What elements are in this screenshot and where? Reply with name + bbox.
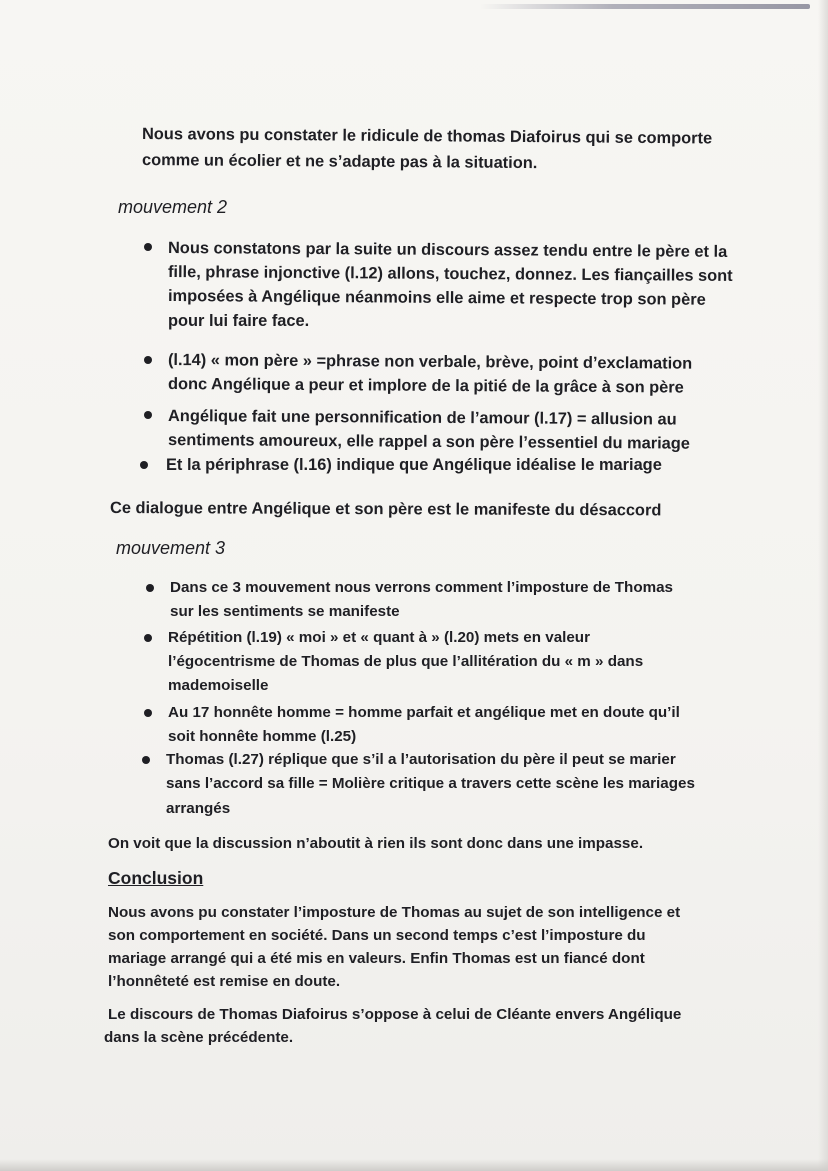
mv3-bullet-2-line-2: l’égocentrisme de Thomas de plus que l’allitération du « m » dans (168, 653, 644, 670)
conclusion-p2-line-1: Le discours de Thomas Diafoirus s’oppose à celui de Cléante envers Angélique (108, 1006, 682, 1023)
mv3-bullet-3-line-1: Au 17 honnête homme = homme parfait et angélique met en doute qu’il (168, 704, 680, 721)
mv3-bullet-1-line-2: sur les sentiments se manifeste (170, 603, 400, 620)
mv2-bullet-3-line-1: Angélique fait une personnification de l’amour (l.17) = allusion au (167, 407, 677, 429)
mv3-bullet-4-line-3: arrangés (166, 800, 231, 817)
mv3-bullet-2-line-3: mademoiselle (168, 677, 269, 694)
mv3-bullet-4-line-1: Thomas (l.27) réplique que s’il a l’autorisation du père il peut se marier (166, 751, 676, 768)
mv2-bullet-1-line-1: Nous constatons par la suite un discours assez tendu entre le père et la (167, 239, 728, 261)
bullet-dot (144, 411, 152, 419)
bullet-dot (142, 756, 150, 764)
mv2-bullet-2-line-1: (l.14) « mon père » =phrase non verbale, brève, point d’exclamation (167, 351, 693, 373)
scan-edge-bottom (0, 1159, 828, 1171)
bullet-dot (144, 243, 152, 251)
conclusion-p1-line-2: son comportement en société. Dans un second temps c’est l’imposture du (108, 927, 646, 944)
intro-line-1: Nous avons pu constater le ridicule de thomas Diafoirus qui se comporte (141, 125, 713, 148)
mv2-bullet-4-line-1: Et la périphrase (l.16) indique que Angélique idéalise le mariage (166, 456, 662, 474)
bullet-dot (144, 356, 152, 364)
mouvement-3-heading: mouvement 3 (116, 538, 226, 558)
mv3-bullet-1-line-1: Dans ce 3 mouvement nous verrons comment l’imposture de Thomas (170, 579, 674, 596)
mv3-bullet-2-line-1: Répétition (l.19) « moi » et « quant à » (l.20) mets en valeur (168, 629, 590, 646)
conclusion-p1-line-1: Nous avons pu constater l’imposture de Thomas au sujet de son intelligence et (108, 904, 681, 921)
mv2-bullet-2-line-2: donc Angélique a peur et implore de la pitié de la grâce à son père (167, 375, 684, 397)
bullet-dot (146, 584, 154, 592)
mouvement-2-summary: Ce dialogue entre Angélique et son père est le manifeste du désaccord (109, 499, 662, 520)
mv2-bullet-1-line-2: fille, phrase injonctive (l.12) allons, touchez, donnez. Les fiançailles sont (167, 263, 733, 285)
scan-shadow-top (480, 4, 810, 9)
bullet-dot (144, 634, 152, 642)
conclusion-p2-line-2: dans la scène précédente. (104, 1029, 294, 1046)
mv3-bullet-3-line-2: soit honnête homme (l.25) (168, 728, 357, 745)
mouvement-3-summary: On voit que la discussion n’aboutit à rien ils sont donc dans une impasse. (108, 835, 644, 852)
bullet-dot (144, 709, 152, 717)
intro-line-2: comme un écolier et ne s’adapte pas à la situation. (141, 151, 538, 173)
bullet-dot (140, 461, 148, 469)
mv2-bullet-1-line-3: imposées à Angélique néanmoins elle aime et respecte trop son père (167, 287, 706, 309)
mv3-bullet-4-line-2: sans l’accord sa fille = Molière critique a travers cette scène les mariages (166, 775, 695, 792)
conclusion-heading: Conclusion (108, 868, 204, 888)
conclusion-p1-line-4: l’honnêteté est remise en doute. (108, 973, 341, 990)
mv2-bullet-3-line-2: sentiments amoureux, elle rappel a son père l’essentiel du mariage (167, 431, 691, 453)
scan-edge-right (818, 0, 828, 1171)
mouvement-2-heading: mouvement 2 (118, 197, 228, 217)
mv2-bullet-1-line-4: pour lui faire face. (168, 312, 310, 330)
conclusion-p1-line-3: mariage arrangé qui a été mis en valeurs. Enfin Thomas est un fiancé dont (108, 950, 645, 967)
